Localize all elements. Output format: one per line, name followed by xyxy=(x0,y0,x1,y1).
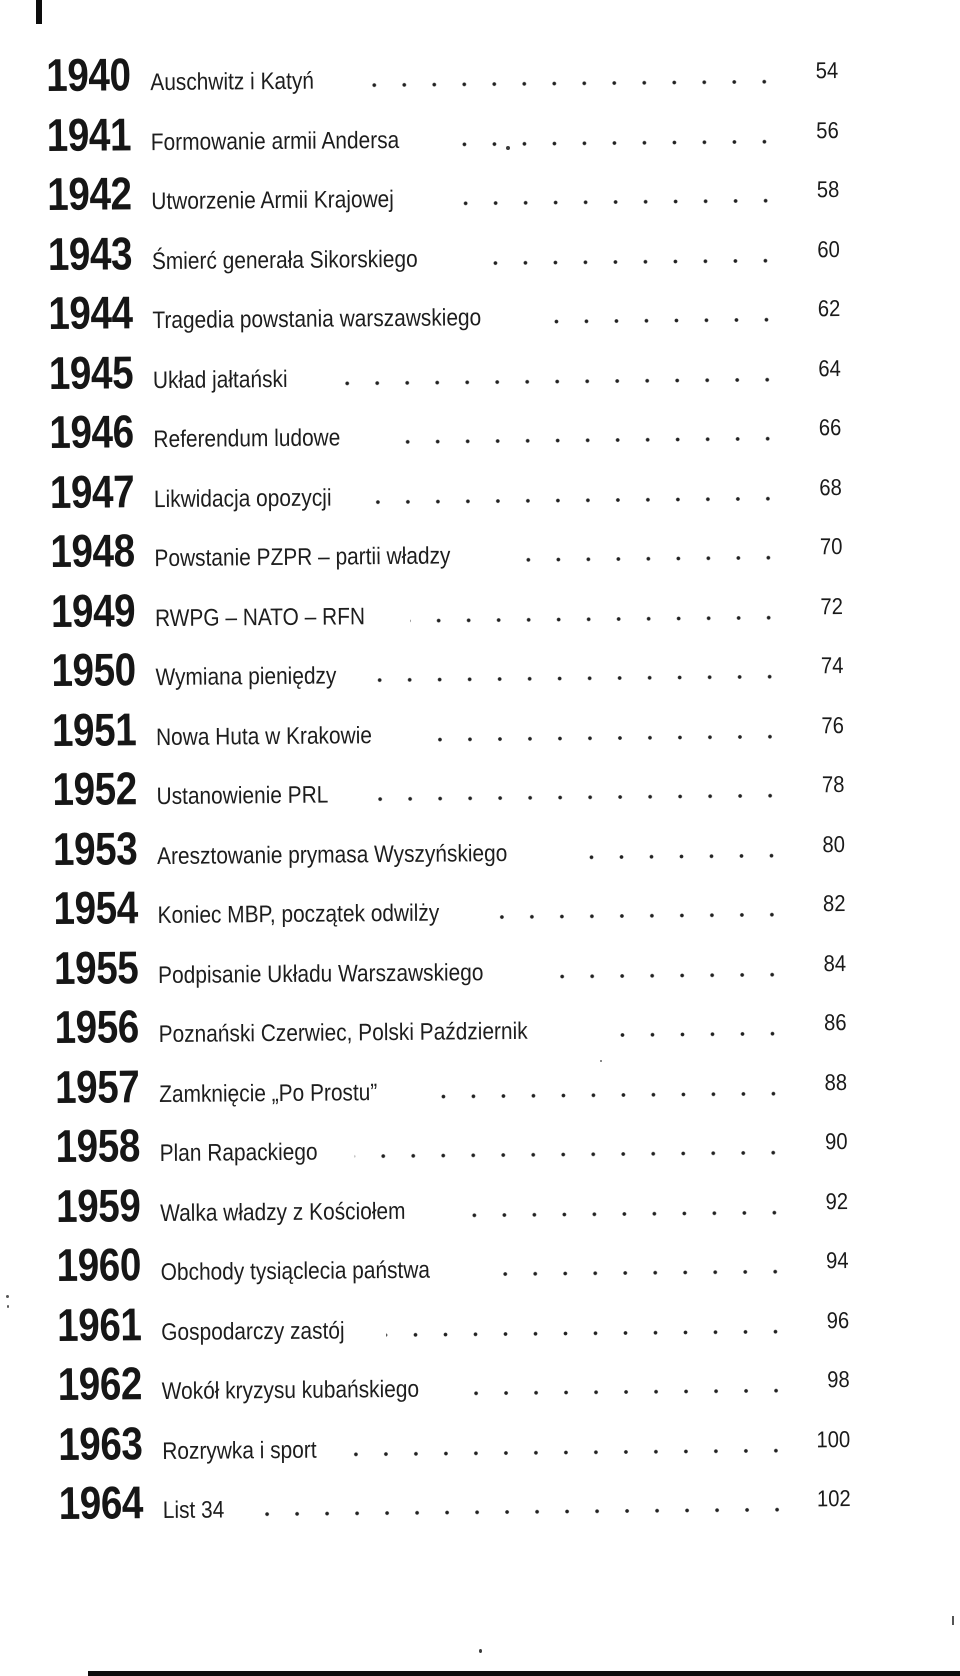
toc-entry-title: Wymiana pieniędzy xyxy=(155,662,337,692)
toc-entry-title: Gospodarczy zastój xyxy=(161,1316,345,1346)
dot-leader xyxy=(544,317,772,325)
scan-speck xyxy=(506,146,510,150)
dot-leader xyxy=(372,495,774,505)
toc-year-label: 1964 xyxy=(58,1476,144,1529)
toc-entry-title: Formowanie armii Andersa xyxy=(150,126,400,156)
toc-page-number: 86 xyxy=(823,1009,847,1036)
toc-entry-title: Podpisanie Układu Warszawskiego xyxy=(157,958,484,989)
toc-year-label: 1955 xyxy=(53,940,139,994)
toc-year-label: 1962 xyxy=(57,1357,143,1410)
toc-year-label: 1957 xyxy=(54,1059,140,1113)
scan-edge-bar-bottom xyxy=(88,1671,960,1676)
dot-leader xyxy=(410,614,775,623)
toc-entry-title: Plan Rapackiego xyxy=(159,1138,318,1168)
scan-speck xyxy=(600,1060,602,1062)
toc-entry-title: Obchody tysiąclecia państwa xyxy=(160,1256,431,1287)
toc-entry-title: Utworzenie Armii Krajowej xyxy=(151,185,394,216)
scan-speck-right xyxy=(952,1616,954,1625)
toc-page-number: 80 xyxy=(822,830,846,857)
dot-leader xyxy=(471,257,772,266)
dot-leader xyxy=(509,555,775,563)
toc-list xyxy=(46,39,851,1533)
toc-year-label: 1963 xyxy=(57,1416,143,1470)
toc-page-number: 68 xyxy=(819,473,842,500)
dot-leader xyxy=(355,1150,780,1160)
dot-leader xyxy=(546,971,778,979)
toc-year-label: 1943 xyxy=(47,226,133,280)
toc-entry-title: Śmierć generała Sikorskiego xyxy=(151,245,418,275)
dot-leader xyxy=(444,198,771,207)
toc-year-label: 1950 xyxy=(51,643,136,696)
toc-page-number: 78 xyxy=(821,771,845,798)
toc-page-number: 62 xyxy=(817,295,841,322)
toc-page-number: 74 xyxy=(820,652,844,679)
toc-year-label: 1958 xyxy=(55,1119,141,1172)
dot-leader xyxy=(456,1209,780,1218)
dot-leader xyxy=(471,1388,781,1397)
toc-year-label: 1951 xyxy=(51,702,137,756)
toc-page-number: 102 xyxy=(816,1485,851,1512)
toc-year-label: 1941 xyxy=(46,107,132,161)
dot-leader xyxy=(368,793,777,803)
toc-year-label: 1954 xyxy=(53,881,139,934)
toc-page-number: 76 xyxy=(821,711,845,738)
toc-year-label: 1949 xyxy=(50,583,136,637)
toc-entry-title: Ustanowienie PRL xyxy=(156,781,329,811)
dot-leader xyxy=(377,674,775,683)
toc-year-label: 1948 xyxy=(50,524,135,577)
toc-year-label: 1940 xyxy=(46,48,131,101)
toc-page-number: 94 xyxy=(825,1247,849,1274)
toc-year-label: 1944 xyxy=(48,286,133,339)
toc-year-label: 1952 xyxy=(52,762,137,815)
dot-leader xyxy=(248,1507,783,1518)
toc-page-number: 58 xyxy=(816,176,840,203)
toc-entry-title: Wokół kryzysu kubańskiego xyxy=(161,1375,420,1406)
toc-page-number: 56 xyxy=(816,116,839,143)
toc-entry-title: Tragedia powstania warszawskiego xyxy=(152,304,482,335)
toc-year-label: 1959 xyxy=(55,1178,141,1232)
toc-year-label: 1946 xyxy=(49,405,134,458)
dot-leader xyxy=(597,1031,779,1039)
toc-page-number: 92 xyxy=(825,1187,849,1214)
toc-page-number: 70 xyxy=(819,533,843,560)
toc-page-number: 88 xyxy=(824,1068,848,1095)
toc-page-number: 100 xyxy=(816,1425,851,1452)
toc-year-label: 1947 xyxy=(49,464,135,518)
dot-leader xyxy=(574,852,777,860)
dot-leader xyxy=(418,733,776,742)
toc-year-label: 1956 xyxy=(54,1000,140,1053)
toc-entry-title: Walka władzy z Kościołem xyxy=(160,1197,406,1227)
scan-speck xyxy=(7,1305,9,1308)
toc-entry-title: Rozrywka i sport xyxy=(162,1436,317,1465)
scan-edge-mark-top-left xyxy=(36,0,42,24)
toc-page-number: 90 xyxy=(824,1128,848,1155)
dot-leader xyxy=(352,79,770,89)
toc-year-label: 1961 xyxy=(56,1297,142,1351)
toc-page-number: 82 xyxy=(822,890,846,917)
toc-entry-title: Aresztowanie prymasa Wyszyńskiego xyxy=(156,839,508,870)
toc-page-number: 64 xyxy=(818,354,841,381)
dot-leader xyxy=(424,1090,779,1099)
toc-year-label: 1942 xyxy=(47,167,132,220)
dot-leader xyxy=(450,138,771,147)
toc-page-number: 98 xyxy=(827,1366,850,1393)
dot-leader xyxy=(322,376,773,386)
toc-entry-title: List 34 xyxy=(162,1496,225,1525)
dot-leader xyxy=(354,1447,783,1457)
toc-entry-title: Auschwitz i Katyń xyxy=(150,67,315,97)
dot-leader xyxy=(495,912,777,920)
toc-page-number: 72 xyxy=(820,592,844,619)
toc-entry-title: Układ jałtański xyxy=(152,365,288,394)
toc-page-number: 66 xyxy=(818,414,842,441)
toc-entry-title: Zamknięcie „Po Prostu” xyxy=(159,1078,378,1108)
toc-page-number: 60 xyxy=(817,235,840,262)
toc-entry-title: Referendum ludowe xyxy=(153,424,341,454)
toc-entry-title: Powstanie PZPR – partii władzy xyxy=(154,542,451,573)
toc-entry-title: Likwidacja opozycji xyxy=(153,484,332,513)
dot-leader xyxy=(484,1269,781,1278)
dot-leader xyxy=(382,436,773,445)
scan-speck xyxy=(479,1649,482,1653)
toc-year-label: 1945 xyxy=(48,345,134,399)
toc-entry-title: Poznański Czerwiec, Polski Październik xyxy=(158,1017,528,1049)
toc-entry-title: Koniec MBP, początek odwilży xyxy=(157,899,440,930)
toc-year-label: 1960 xyxy=(56,1238,142,1291)
toc-entry-title: RWPG – NATO – RFN xyxy=(154,602,366,632)
dot-leader xyxy=(386,1328,781,1337)
scan-speck xyxy=(6,1295,9,1298)
toc-page-number: 84 xyxy=(823,949,847,976)
toc-page-number: 96 xyxy=(826,1306,850,1333)
toc-page-number: 54 xyxy=(815,57,839,84)
toc-year-label: 1953 xyxy=(52,821,138,875)
toc-row xyxy=(46,39,838,105)
toc-entry-title: Nowa Huta w Krakowie xyxy=(155,721,372,751)
